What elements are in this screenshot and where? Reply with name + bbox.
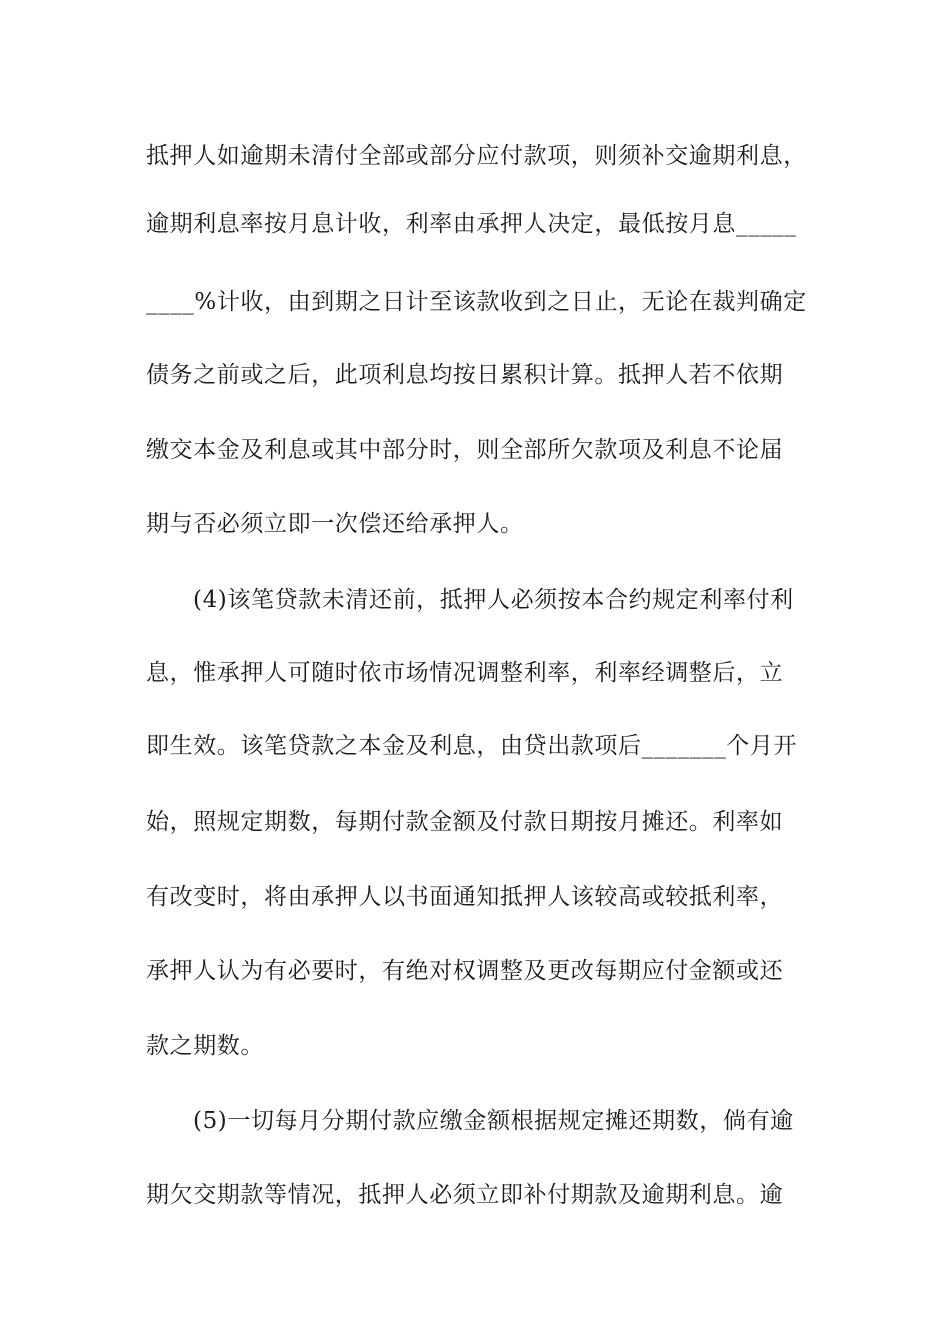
paragraph-line: 息，惟承押人可随时依市场情况调整利率，利率经调整后，立 — [146, 660, 784, 686]
paragraph-line: 逾期利息率按月息计收，利率由承押人决定，最低按月息_____ — [146, 211, 797, 237]
paragraph-line: (4)该笔贷款未清还前，抵押人必须按本合约规定利率付利 — [193, 587, 794, 613]
paragraph-line: 期欠交期款等情况，抵押人必须立即补付期款及逾期利息。逾 — [146, 1182, 784, 1208]
paragraph-line: (5)一切每月分期付款应缴金额根据规定摊还期数，倘有逾 — [193, 1108, 794, 1134]
paragraph-line: 缴交本金及利息或其中部分时，则全部所欠款项及利息不论届 — [146, 437, 784, 463]
paragraph-line: 款之期数。 — [146, 1033, 264, 1059]
paragraph-line: 承押人认为有必要时，有绝对权调整及更改每期应付金额或还 — [146, 958, 784, 984]
paragraph-line: 即生效。该笔贷款之本金及利息，由贷出款项后_______个月开 — [146, 733, 798, 759]
paragraph-line: 始，照规定期数，每期付款金额及付款日期按月摊还。利率如 — [146, 809, 784, 835]
paragraph-line: 抵押人如逾期未清付全部或部分应付款项，则须补交逾期利息， — [146, 143, 807, 169]
paragraph-line: ____%计收，由到期之日计至该款收到之日止，无论在裁判确定 — [146, 289, 807, 315]
paragraph-line: 期与否必须立即一次偿还给承押人。 — [146, 511, 524, 537]
paragraph-line: 债务之前或之后，此项利息均按日累积计算。抵押人若不依期 — [146, 362, 784, 388]
paragraph-line: 有改变时，将由承押人以书面通知抵押人该较高或较抵利率， — [146, 884, 784, 910]
